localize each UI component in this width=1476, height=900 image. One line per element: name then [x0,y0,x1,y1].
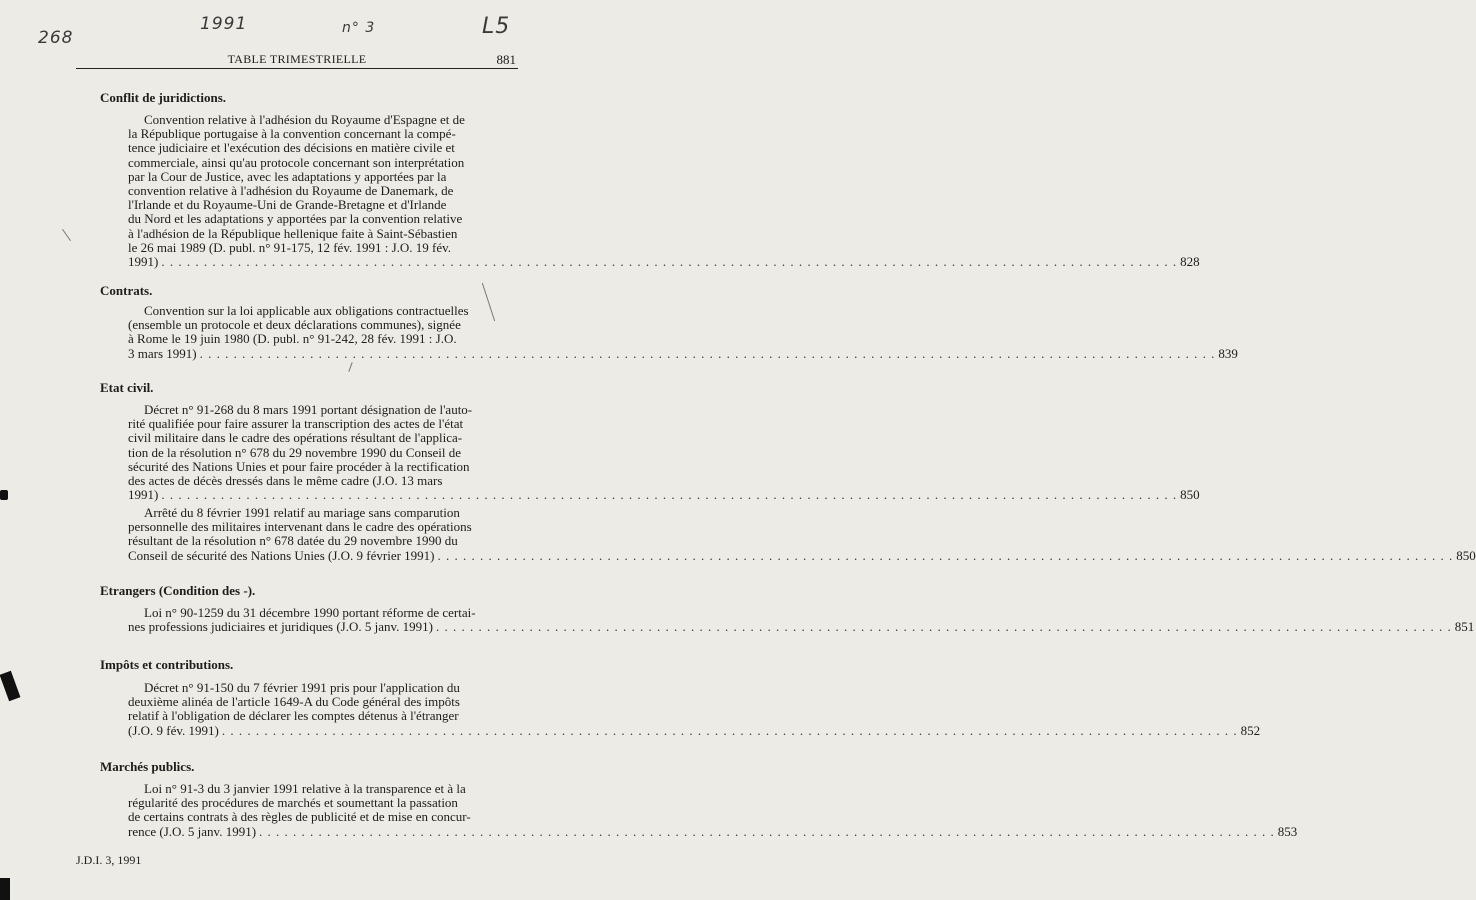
leader-dots: . . . . . . . . . . . . . . . . . . . . . . . . . . . . . . . . . . . . . . . . . . . . . . . . . . . . . . . . . . . . . . . . . . . . . . . . . . . . . . . . . . . . . . . . . . . . . . . . . . . . . . . . . . . . . . . . . . . . . . . . [435,619,1452,635]
entry-line: rence (J.O. 5 janv. 1991) [128,823,257,839]
header-page-number: 881 [496,52,516,67]
entry-text [128,113,484,255]
page-reference: 839 [1218,345,1238,361]
pencil-stroke [348,362,352,372]
entry-line: 3 mars 1991) [128,345,197,361]
entry-line: la République portugaise à la convention concernant la compé- [128,126,456,142]
entry-line: Décret n° 91-268 du 8 mars 1991 portant désignation de l'auto- [144,402,473,417]
scan-mark [0,878,10,900]
entry-line: l'Irlande et du Royaume-Uni de Grande-Bretagne et d'Irlande [128,197,447,213]
entry-line: relatif à l'obligation de déclarer les comptes détenus à l'étranger [128,708,459,724]
entry-line: résultant de la résolution n° 678 datée du 29 novembre 1990 du [128,533,458,549]
page-reference: 850 [1456,547,1476,563]
entry-line: des actes de décès dressés dans le même cadre (J.O. 13 mars [128,473,443,489]
leader-dots: . . . . . . . . . . . . . . . . . . . . . . . . . . . . . . . . . . . . . . . . . . . . . . . . . . . . . . . . . . . . . . . . . . . . . . . . . . . . . . . . . . . . . . . . . . . . . . . . . . . . . . . . . . . . . . . . . . . . . . . . [161,487,1178,503]
scan-mark [0,671,20,701]
scan-mark [0,490,8,500]
entry-last-line [128,345,1238,361]
entry-text [128,606,484,620]
entry-line: personnelle des militaires intervenant dans le cadre des opérations [128,519,472,535]
section-title: Marchés publics. [100,759,195,774]
entry-last-line [128,487,1200,503]
entry-line: Convention sur la loi applicable aux obligations contractuelles [144,303,469,318]
entry-last-line [128,722,1261,738]
entry-line: deuxième alinéa de l'article 1649-A du Code général des impôts [128,694,460,710]
entry [128,680,1261,738]
entry-line: rité qualifiée pour faire assurer la transcription des actes de l'état [128,416,464,432]
entry [128,303,1238,361]
entry-line: sécurité des Nations Unies et pour faire procéder à la rectification [128,458,470,474]
handwritten-note-corner: L5 [482,14,511,39]
entry-line: tence judiciaire et l'exécution des décisions en matière civile et [128,140,455,156]
entry [128,781,1298,839]
entry-line: du Nord et les adaptations y apportées par la convention relative [128,211,463,227]
entry-text [128,506,484,549]
page-reference: 852 [1240,722,1261,738]
entry-line: 1991) [128,254,159,270]
section-title: Impôts et contributions. [100,657,234,672]
entry-line: de certains contrats à des règles de publicité et de mise en concur- [128,809,471,825]
page-header [76,52,518,68]
page-reference: 851 [1454,619,1475,635]
entry-last-line [128,619,1475,635]
handwritten-note-center: 1991 [200,14,248,34]
entry-last-line [128,823,1298,839]
section-title: Conflit de juridictions. [100,90,227,105]
leader-dots: . . . . . . . . . . . . . . . . . . . . . . . . . . . . . . . . . . . . . . . . . . . . . . . . . . . . . . . . . . . . . . . . . . . . . . . . . . . . . . . . . . . . . . . . . . . . . . . . . . . . . . . . . . . . . . . . . . . . . . . . [437,547,1454,563]
page-reference: 850 [1180,487,1200,503]
entry-line: Convention relative à l'adhésion du Royaume d'Espagne et de [144,112,465,127]
entry-line: commerciale, ainsi qu'au protocole concernant son interprétation [128,154,465,170]
section-title: Etrangers (Condition des -). [100,583,256,598]
entry-line: le 26 mai 1989 (D. publ. n° 91-175, 12 fév. 1991 : J.O. 19 fév. [128,239,452,255]
section-title: Etat civil. [100,380,154,395]
entry-line: Conseil de sécurité des Nations Unies (J.O. 9 février 1991) [128,547,435,563]
entry [128,402,1200,503]
page-reference: 853 [1277,823,1298,839]
entry-line: par la Cour de Justice, avec les adaptations y apportées par la [128,168,447,184]
page-footer: J.D.I. 3, 1991 [76,853,142,867]
entry-line: à Rome le 19 juin 1980 (D. publ. n° 91-242, 28 fév. 1991 : J.O. [128,331,457,347]
entry-text [128,782,484,825]
entry-text [128,403,484,488]
leader-dots: . . . . . . . . . . . . . . . . . . . . . . . . . . . . . . . . . . . . . . . . . . . . . . . . . . . . . . . . . . . . . . . . . . . . . . . . . . . . . . . . . . . . . . . . . . . . . . . . . . . . . . . . . . . . . . . . . . . . . . . . [199,345,1216,361]
entry-line: nes professions judiciaires et juridiques (J.O. 5 janv. 1991) [128,619,433,635]
section-title: Contrats. [100,283,153,298]
handwritten-note-left: 268 [38,28,74,48]
entry [128,112,1200,270]
leader-dots: . . . . . . . . . . . . . . . . . . . . . . . . . . . . . . . . . . . . . . . . . . . . . . . . . . . . . . . . . . . . . . . . . . . . . . . . . . . . . . . . . . . . . . . . . . . . . . . . . . . . . . . . . . . . . . . . . . . . . . . . [259,823,1275,839]
entry [128,505,1476,563]
entry-line: régularité des procédures de marchés et soumettant la passation [128,795,458,811]
leader-dots: . . . . . . . . . . . . . . . . . . . . . . . . . . . . . . . . . . . . . . . . . . . . . . . . . . . . . . . . . . . . . . . . . . . . . . . . . . . . . . . . . . . . . . . . . . . . . . . . . . . . . . . . . . . . . . . . . . . . . . . . [221,722,1238,738]
entry-last-line [128,547,1476,563]
page-reference: 828 [1180,254,1200,270]
pencil-stroke [62,229,71,241]
entry-line: 1991) [128,487,159,503]
entry-line: tion de la résolution n° 678 du 29 novembre 1990 du Conseil de [128,444,462,460]
entry-line: Loi n° 90-1259 du 31 décembre 1990 portant réforme de certai- [144,605,476,620]
header-rule [76,68,518,69]
entry-line: Arrêté du 8 février 1991 relatif au mariage sans comparution [144,505,460,520]
header-title: TABLE TRIMESTRIELLE [227,52,367,66]
entry-text [128,681,484,724]
handwritten-note-right: n° 3 [342,20,376,36]
entry-line: convention relative à l'adhésion du Royaume de Danemark, de [128,183,454,199]
entry-line: (ensemble un protocole et deux déclarations communes), signée [128,317,461,333]
entry-line: à l'adhésion de la République hellenique faite à Saint-Sébastien [128,225,458,241]
entry-line: Décret n° 91-150 du 7 février 1991 pris pour l'application du [144,680,460,695]
entry-line: civil militaire dans le cadre des opérations résultant de l'applica- [128,430,463,446]
entry-line: (J.O. 9 fév. 1991) [128,722,219,738]
leader-dots: . . . . . . . . . . . . . . . . . . . . . . . . . . . . . . . . . . . . . . . . . . . . . . . . . . . . . . . . . . . . . . . . . . . . . . . . . . . . . . . . . . . . . . . . . . . . . . . . . . . . . . . . . . . . . . . . . . . . . . . . [161,254,1178,270]
entry-text [128,304,484,347]
entry-last-line [128,254,1200,270]
entry [128,605,1475,635]
entry-line: Loi n° 91-3 du 3 janvier 1991 relative à la transparence et à la [144,781,466,796]
